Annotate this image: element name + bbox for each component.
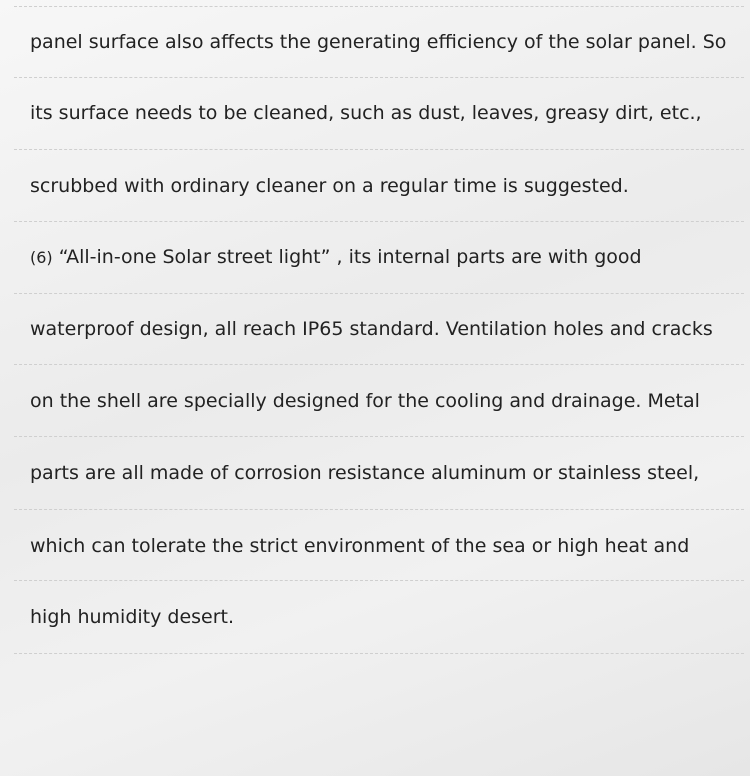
text-line: which can tolerate the strict environment of the sea or high heat and — [30, 535, 690, 557]
text-line — [30, 244, 745, 271]
text-line: waterproof design, all reach IP65 standard. Ventilation holes and cracks — [30, 318, 713, 340]
ruled-line — [14, 509, 744, 510]
text-line: on the shell are specially designed for the cooling and drainage. Metal — [30, 390, 700, 412]
ruled-line — [14, 436, 744, 437]
text-line: parts are all made of corrosion resistance aluminum or stainless steel, — [30, 462, 700, 484]
ruled-line — [14, 77, 744, 78]
ruled-line — [14, 149, 744, 150]
ruled-line — [14, 653, 744, 654]
ruled-line — [14, 293, 744, 294]
text-line: its surface needs to be cleaned, such as dust, leaves, greasy dirt, etc., — [30, 102, 702, 124]
ruled-line — [14, 364, 744, 365]
text-line: high humidity desert. — [30, 606, 235, 628]
text-line: scrubbed with ordinary cleaner on a regular time is suggested. — [30, 175, 629, 197]
text-line-content: “All-in-one Solar street light” , its internal parts are with good — [58, 246, 642, 268]
ruled-line — [14, 221, 744, 222]
ruled-line — [14, 580, 744, 581]
list-number: (6) — [30, 248, 53, 267]
text-line: panel surface also affects the generating efficiency of the solar panel. So — [30, 31, 727, 53]
ruled-line — [14, 6, 744, 7]
